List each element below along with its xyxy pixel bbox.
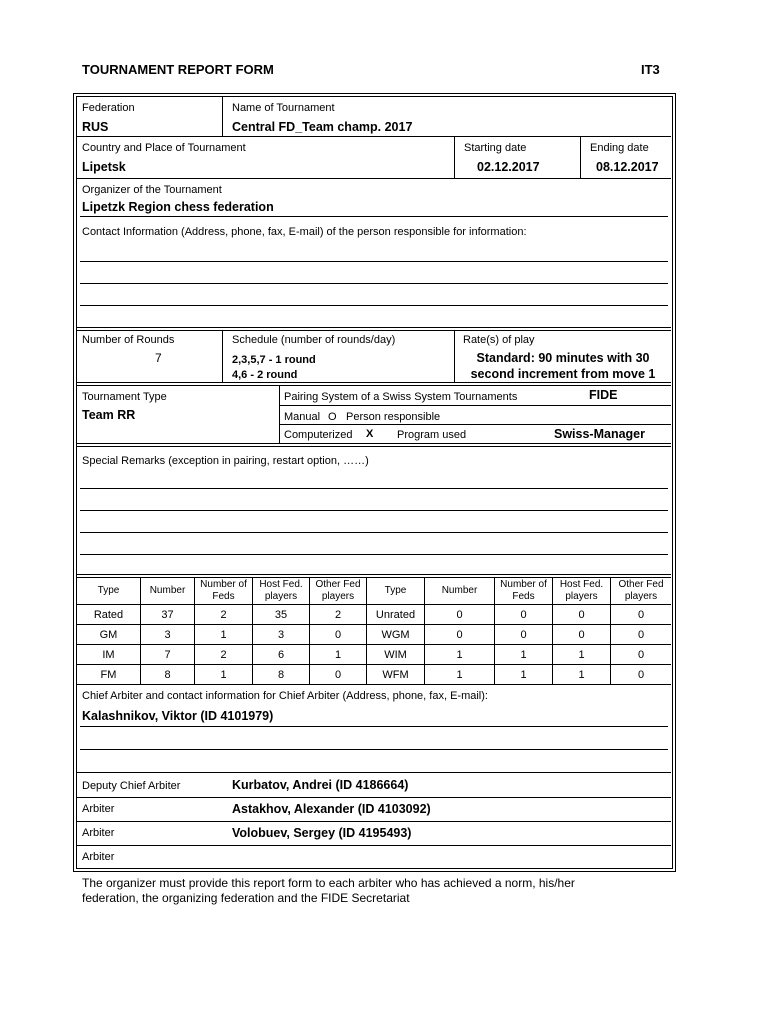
table-cell[interactable]: 3 [164, 628, 171, 641]
table-cell[interactable]: 1 [456, 648, 463, 661]
divider [222, 330, 223, 382]
table-cell[interactable]: 1 [578, 668, 585, 681]
rounds-label: Number of Rounds [82, 334, 175, 346]
table-cell: Unrated [375, 608, 416, 621]
chief-arbiter-label: Chief Arbiter and contact information for Chief Arbiter (Address, phone, fax, E-mail): [82, 690, 488, 702]
table-cell: IM [102, 648, 115, 661]
divider [77, 330, 671, 331]
col-header-number: Number [149, 585, 186, 596]
table-cell[interactable]: 0 [456, 628, 463, 641]
col-header-other: Other Fed players [315, 579, 361, 602]
table-cell[interactable]: 7 [164, 648, 171, 661]
tournament-name-value[interactable]: Central FD_Team champ. 2017 [232, 120, 413, 134]
remarks-line[interactable] [80, 510, 668, 511]
remarks-line[interactable] [80, 488, 668, 489]
form-code: IT3 [641, 62, 660, 77]
arbiter-label-2: Arbiter [82, 827, 115, 839]
col-header-feds: Number of Feds [200, 579, 247, 602]
organizer-underline [80, 216, 668, 217]
federation-value[interactable]: RUS [82, 120, 109, 134]
start-date-label: Starting date [464, 142, 527, 154]
table-cell[interactable]: 1 [456, 668, 463, 681]
end-date-value[interactable]: 08.12.2017 [596, 160, 659, 174]
schedule-line-1[interactable]: 2,3,5,7 - 1 round [232, 354, 316, 366]
chief-arbiter-line[interactable] [80, 749, 668, 750]
divider [77, 385, 671, 386]
table-cell[interactable]: 0 [637, 668, 645, 681]
col-header-host-2: Host Fed. players [559, 579, 604, 602]
table-cell[interactable]: 3 [277, 628, 285, 641]
remarks-line[interactable] [80, 532, 668, 533]
table-cell[interactable]: 1 [334, 648, 342, 661]
table-cell: GM [99, 628, 118, 641]
table-cell[interactable]: 0 [637, 608, 645, 621]
table-cell[interactable]: 1 [520, 668, 527, 681]
table-cell[interactable]: 8 [164, 668, 171, 681]
table-cell[interactable]: 35 [274, 608, 288, 621]
divider [454, 330, 455, 382]
divider [77, 574, 671, 575]
schedule-line-2[interactable]: 4,6 - 2 round [232, 369, 298, 381]
table-cell[interactable]: 0 [637, 648, 645, 661]
table-cell[interactable]: 1 [220, 668, 227, 681]
place-value[interactable]: Lipetsk [82, 160, 126, 174]
table-cell[interactable]: 0 [578, 608, 585, 621]
table-cell[interactable]: 0 [520, 608, 527, 621]
arbiter-value-1[interactable]: Astakhov, Alexander (ID 4103092) [232, 802, 431, 816]
table-cell[interactable]: 2 [334, 608, 342, 621]
contact-line[interactable] [80, 261, 668, 262]
manual-checkbox[interactable]: O [328, 411, 337, 423]
table-cell[interactable]: 6 [277, 648, 285, 661]
table-cell: WFM [382, 668, 409, 681]
divider [279, 405, 671, 406]
arbiter-value-2[interactable]: Volobuev, Sergey (ID 4195493) [232, 826, 412, 840]
contact-line[interactable] [80, 283, 668, 284]
divider [77, 178, 671, 179]
remarks-label: Special Remarks (exception in pairing, restart option, ……) [82, 455, 369, 467]
divider [77, 136, 671, 137]
deputy-label: Deputy Chief Arbiter [82, 780, 181, 792]
tournament-type-value[interactable]: Team RR [82, 408, 136, 422]
table-cell[interactable]: 0 [334, 628, 342, 641]
table-cell[interactable]: 0 [334, 668, 342, 681]
divider [279, 424, 671, 425]
rate-line-1[interactable]: Standard: 90 minutes with 30 [476, 351, 650, 365]
rate-line-2[interactable]: second increment from move 1 [470, 367, 656, 381]
table-cell[interactable]: 2 [220, 648, 227, 661]
end-date-label: Ending date [590, 142, 649, 154]
divider [222, 96, 223, 136]
remarks-line[interactable] [80, 554, 668, 555]
divider [77, 821, 671, 822]
table-cell[interactable]: 1 [220, 628, 227, 641]
table-cell[interactable]: 0 [520, 628, 527, 641]
col-header-other-2: Other Fed players [618, 579, 664, 602]
rate-label: Rate(s) of play [463, 334, 535, 346]
table-cell: Rated [93, 608, 124, 621]
contact-line[interactable] [80, 305, 668, 306]
table-cell: WIM [384, 648, 407, 661]
federation-label: Federation [82, 102, 135, 114]
person-responsible-label: Person responsible [346, 411, 441, 423]
table-cell[interactable]: 2 [220, 608, 227, 621]
deputy-value[interactable]: Kurbatov, Andrei (ID 4186664) [232, 778, 409, 792]
place-label: Country and Place of Tournament [82, 142, 246, 154]
chief-arbiter-value[interactable]: Kalashnikov, Viktor (ID 4101979) [82, 709, 274, 723]
table-cell[interactable]: 1 [578, 648, 585, 661]
divider [77, 446, 671, 447]
col-header-feds-2: Number of Feds [500, 579, 547, 602]
program-label: Program used [397, 429, 467, 441]
organizer-label: Organizer of the Tournament [82, 184, 222, 196]
divider [77, 772, 671, 773]
table-cell: FM [100, 668, 117, 681]
arbiter-label-1: Arbiter [82, 803, 115, 815]
divider [454, 136, 455, 178]
tournament-type-label: Tournament Type [82, 391, 167, 403]
program-value[interactable]: Swiss-Manager [554, 427, 646, 441]
divider [279, 385, 280, 443]
rounds-value[interactable]: 7 [155, 351, 162, 365]
table-cell[interactable]: 8 [277, 668, 285, 681]
chief-arbiter-line [80, 726, 668, 727]
start-date-value[interactable]: 02.12.2017 [477, 160, 540, 174]
manual-label: Manual [284, 411, 321, 423]
col-header-host: Host Fed. players [259, 579, 303, 602]
pairing-value[interactable]: FIDE [589, 388, 618, 402]
organizer-value[interactable]: Lipetzk Region chess federation [82, 200, 274, 214]
arbiter-label-3: Arbiter [82, 851, 115, 863]
footer-line-1: The organizer must provide this report form to each arbiter who has achieved a norm, his/her [82, 876, 575, 890]
divider [580, 136, 581, 178]
col-header-type-2: Type [384, 585, 407, 596]
divider [77, 443, 671, 444]
table-cell[interactable]: 0 [637, 628, 645, 641]
contact-label: Contact Information (Address, phone, fax, E-mail) of the person responsible for information: [82, 226, 527, 238]
table-cell[interactable]: 37 [161, 608, 174, 621]
table-cell[interactable]: 1 [520, 648, 527, 661]
table-cell: WGM [381, 628, 410, 641]
divider [77, 382, 671, 383]
table-cell[interactable]: 0 [578, 628, 585, 641]
table-cell[interactable]: 0 [456, 608, 463, 621]
computerized-checkbox[interactable]: X [366, 428, 374, 440]
form-title: TOURNAMENT REPORT FORM [82, 62, 274, 77]
col-header-number-2: Number [441, 585, 478, 596]
col-header-type: Type [97, 585, 120, 596]
schedule-label: Schedule (number of rounds/day) [232, 334, 396, 346]
divider [77, 327, 671, 328]
footer-line-2: federation, the organizing federation and the FIDE Secretariat [82, 891, 410, 905]
tournament-name-label: Name of Tournament [232, 102, 335, 114]
divider [77, 797, 671, 798]
divider [77, 845, 671, 846]
computerized-label: Computerized [284, 429, 353, 441]
pairing-label: Pairing System of a Swiss System Tournaments [284, 391, 518, 403]
